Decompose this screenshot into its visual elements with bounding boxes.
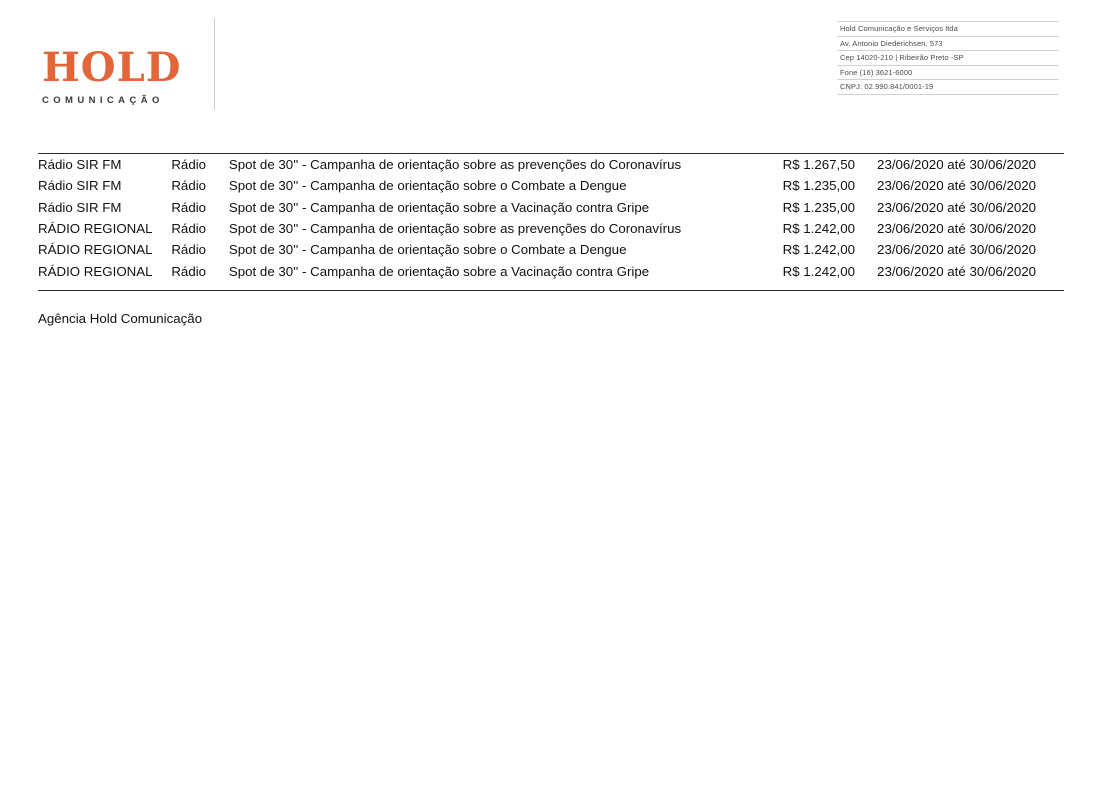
cell-valor: R$ 1.242,00 [782, 242, 856, 258]
cell-periodo: 23/06/2020 até 30/06/2020 [877, 242, 1037, 258]
table-bottom-rule [38, 290, 1064, 291]
cell-periodo: 23/06/2020 até 30/06/2020 [877, 199, 1037, 215]
company-info-line: Av. Antonio Diederichsen, 573 [837, 37, 1059, 52]
cell-descricao: Spot de 30'' - Campanha de orientação sobre as prevenções do Coronavírus [228, 221, 682, 237]
cell-midia: Rádio [171, 263, 207, 279]
cell-veiculo: Rádio SIR FM [38, 199, 122, 215]
cell-descricao: Spot de 30'' - Campanha de orientação sobre as prevenções do Coronavírus [228, 157, 682, 173]
cell-valor: R$ 1.242,00 [782, 221, 856, 237]
cell-valor: R$ 1.235,00 [782, 199, 856, 215]
table-row [38, 154, 1062, 175]
cell-periodo: 23/06/2020 até 30/06/2020 [877, 263, 1037, 279]
cell-valor: R$ 1.267,50 [782, 157, 856, 173]
logo-tagline: COMUNICAÇÃO [42, 95, 164, 106]
cell-midia: Rádio [171, 242, 207, 258]
company-info-line: CNPJ: 02.990.841/0001-19 [837, 80, 1059, 95]
table-row [38, 239, 1062, 260]
company-info-line: Hold Comunicação e Serviços ltda [837, 21, 1059, 37]
company-info-line: Cep 14020-210 | Ribeirão Preto -SP [837, 51, 1059, 66]
table-row [38, 260, 1062, 281]
items-table [38, 154, 1062, 282]
cell-descricao: Spot de 30'' - Campanha de orientação sobre o Combate a Dengue [228, 242, 627, 258]
cell-periodo: 23/06/2020 até 30/06/2020 [877, 157, 1037, 173]
items-table-wrap [38, 154, 1068, 282]
signature-line: Agência Hold Comunicação [38, 311, 203, 326]
cell-veiculo: RÁDIO REGIONAL [38, 221, 153, 237]
cell-midia: Rádio [171, 199, 207, 215]
cell-valor: R$ 1.242,00 [782, 263, 856, 279]
brand-logo [42, 44, 202, 106]
cell-midia: Rádio [171, 178, 207, 194]
cell-midia: Rádio [171, 157, 207, 173]
company-info-line: Fone (16) 3621-6000 [837, 66, 1059, 81]
table-row [38, 197, 1062, 218]
document-header [0, 0, 1114, 128]
cell-descricao: Spot de 30'' - Campanha de orientação sobre a Vacinação contra Gripe [228, 263, 650, 279]
company-info-block [837, 21, 1059, 95]
cell-midia: Rádio [171, 221, 207, 237]
cell-veiculo: Rádio SIR FM [38, 157, 122, 173]
logo-wordmark: HOLD [42, 44, 182, 91]
cell-periodo: 23/06/2020 até 30/06/2020 [877, 221, 1037, 237]
cell-veiculo: RÁDIO REGIONAL [38, 263, 153, 279]
cell-veiculo: RÁDIO REGIONAL [38, 242, 153, 258]
cell-descricao: Spot de 30'' - Campanha de orientação sobre o Combate a Dengue [228, 178, 627, 194]
cell-descricao: Spot de 30'' - Campanha de orientação sobre a Vacinação contra Gripe [228, 199, 650, 215]
cell-veiculo: Rádio SIR FM [38, 178, 122, 194]
cell-valor: R$ 1.235,00 [782, 178, 856, 194]
header-divider [214, 18, 215, 110]
cell-periodo: 23/06/2020 até 30/06/2020 [877, 178, 1037, 194]
table-row [38, 218, 1062, 239]
table-row [38, 175, 1062, 196]
